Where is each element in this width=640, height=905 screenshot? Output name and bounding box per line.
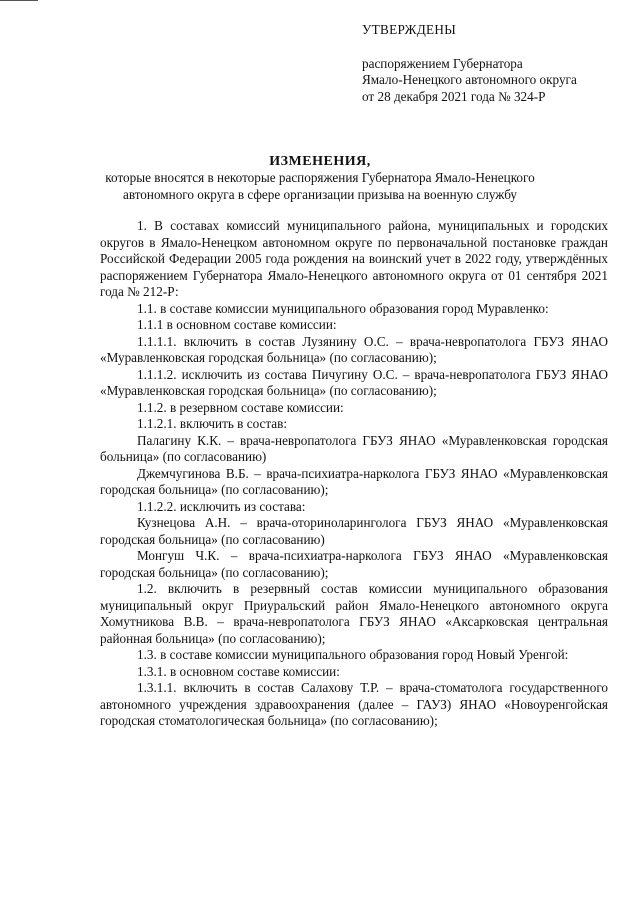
paragraph: 1.3. в составе комиссии муниципального образования город Новый Уренгой:: [137, 647, 569, 662]
paragraph: Джемчугинова В.Б. – врача-психиатра-нарколога ГБУЗ ЯНАО «Муравленковская городская больница» (по согласованию);: [100, 465, 608, 497]
document-subtitle-line: которые вносятся в некоторые распоряжения Губернатора Ямало-Ненецкого: [105, 170, 535, 185]
document-body: [100, 218, 608, 730]
document-title: ИЗМЕНЕНИЯ,: [269, 154, 371, 169]
paragraph: 1.1.2.1. включить в состав:: [137, 416, 288, 431]
paragraph: Палагину К.К. – врача-невропатолога ГБУЗ ЯНАО «Муравленковская городская больница» (по согласованию): [100, 432, 608, 464]
approval-line: распоряжением Губернатора: [362, 55, 523, 71]
paragraph: Кузнецова А.Н. – врача-оториноларинголога ГБУЗ ЯНАО «Муравленковская городская больница» (по согласованию): [100, 515, 608, 547]
paragraph: 1.2. включить в резервный состав комиссии муниципального образования муниципальный округ Приуральский район Ямало-Ненецкого автономного округа Хомутникова В.В. – врача-невропатолога ГБУЗ ЯНАО «Аксарковская центральная районная больница» (по согласованию);: [100, 581, 608, 646]
top-edge-line: [0, 0, 38, 1]
approval-heading: УТВЕРЖДЕНЫ: [362, 22, 457, 37]
paragraph: 1.3.1.1. включить в состав Салахову Т.Р. – врача-стоматолога государственного автономного учреждения здравоохранения (далее – ГАУЗ) ЯНАО «Новоуренгойская городская стоматологическая больница» (по согласованию);: [100, 680, 608, 728]
document-subtitle-line: автономного округа в сфере организации призыва на военную службу: [122, 186, 518, 202]
approval-block: [362, 22, 622, 105]
paragraph: 1.1.1 в основном составе комиссии:: [137, 317, 337, 332]
paragraph: 1. В составах комиссий муниципального района, муниципальных и городских округов в Ямало-Ненецком автономном округе по первоначальной постановке граждан Российской Федерации 2005 года рождения на воинский учет в 2022 году, утверждённых распоряжением Губернатора Ямало-Ненецкого автономного округа от 01 сентября 2021 года № 212-Р:: [100, 218, 608, 299]
approval-line: Ямало-Ненецкого автономного округа: [362, 72, 577, 87]
paragraph: 1.1. в составе комиссии муниципального образования город Муравленко:: [137, 300, 549, 316]
paragraph: 1.1.2.2. исключить из состава:: [137, 498, 306, 514]
paragraph: Монгуш Ч.К. – врача-психиатра-нарколога ГБУЗ ЯНАО «Муравленковская городская больница» (по согласованию);: [100, 548, 608, 580]
approval-line: от 28 декабря 2021 года № 324-Р: [362, 88, 546, 104]
paragraph: 1.1.1.2. исключить из состава Пичугину О.С. – врача-невропатолога ГБУЗ ЯНАО «Муравленковская городская больница» (по согласованию);: [100, 366, 608, 398]
paragraph: 1.1.2. в резервном составе комиссии:: [137, 399, 344, 415]
document-title-block: [70, 153, 570, 203]
paragraph: 1.3.1. в основном составе комиссии:: [137, 663, 340, 679]
paragraph: 1.1.1.1. включить в состав Лузянину О.С. – врача-невропатолога ГБУЗ ЯНАО «Муравленковская городская больница» (по согласованию);: [100, 333, 608, 365]
